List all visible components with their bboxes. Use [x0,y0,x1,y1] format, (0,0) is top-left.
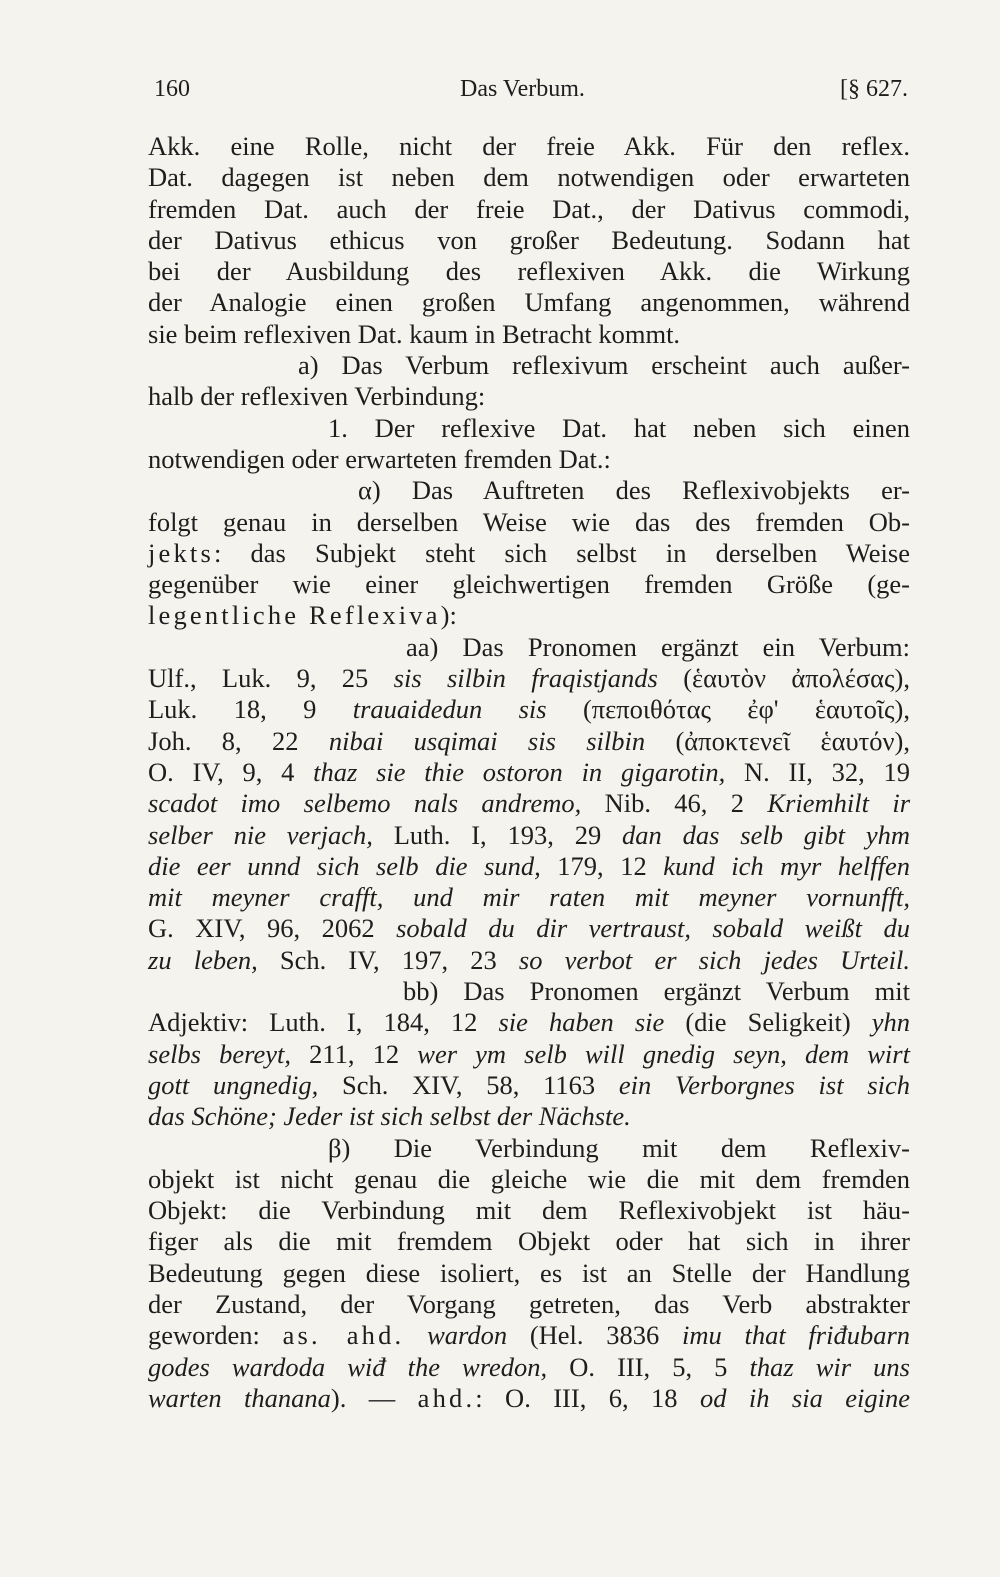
running-title: Das Verbum. [460,76,585,102]
citation-line: scadot imo selbemo nals andremo, Nib. 46, 2 Kriemhilt ir [148,788,911,819]
citation-line: godes wardoda wiđ the wredon, O. III, 5, 5 thaz wir uns [148,1351,910,1382]
subsection-heading: 1. Der reflexive Dat. hat neben sich einen [328,412,910,443]
text-line: gegenüber wie einer gleichwertigen fremden Größe (ge- [148,569,910,600]
text-line: Dat. dagegen ist neben dem notwendigen oder erwarteten [148,162,910,193]
text-line: der Analogie einen großen Umfang angenommen, während [148,287,910,318]
text-line: Akk. eine Rolle, nicht der freie Akk. Für den reflex. [148,131,910,161]
text-line: figer als die mit fremdem Objekt oder hat sich in ihrer [148,1226,910,1257]
citation-line: G. XIV, 96, 2062 sobald du dir vertraust, sobald weißt du [148,913,910,944]
text-line: sie beim reflexiven Dat. kaum in Betracht kommt. [148,318,681,349]
running-header [150,76,908,106]
citation-line: geworden: as. ahd. wardon (Hel. 3836 imu that friđubarn [148,1320,911,1351]
subsection-heading: bb) Das Pronomen ergänzt Verbum mit [403,976,910,1007]
text-line: Objekt: die Verbindung mit dem Reflexivobjekt ist häu- [148,1195,910,1226]
citation-line: zu leben, Sch. IV, 197, 23 so verbot er sich jedes Urteil. [148,944,911,975]
citation-line: O. IV, 9, 4 thaz sie thie ostoron in gigarotin, N. II, 32, 19 [148,756,910,787]
citation-line: das Schöne; Jeder ist sich selbst der Nächste. [148,1101,631,1132]
text-line: fremden Dat. auch der freie Dat., der Dativus commodi, [148,193,910,224]
citation-line: die eer unnd sich selb die sund, 179, 12 kund ich myr helffen [148,850,910,881]
citation-line: selbs bereyt, 211, 12 wer ym selb will gnedig seyn, dem wirt [148,1038,910,1069]
citation-line: mit meyner crafft, und mir raten mit meyner vornunfft, [148,882,910,913]
subsection-heading: β) Die Verbindung mit dem Reflexiv- [328,1132,910,1163]
subsection-heading: α) Das Auftreten des Reflexivobjekts er- [358,475,910,506]
page-number: 160 [154,76,190,102]
text-line: bei der Ausbildung des reflexiven Akk. die Wirkung [148,256,910,287]
text-line: halb der reflexiven Verbindung: [148,381,486,412]
section-marker: [§ 627. [840,76,908,102]
text-line: notwendigen oder erwarteten fremden Dat.: [148,443,611,474]
citation-line: selber nie verjach, Luth. I, 193, 29 dan das selb gibt yhm [148,819,910,850]
subsection-heading: a) Das Verbum reflexivum erscheint auch außer- [298,350,910,381]
text-line: Bedeutung gegen diese isoliert, es ist an Stelle der Handlung [148,1257,910,1288]
text-line: der Dativus ethicus von großer Bedeutung. Sodann hat [148,224,910,255]
citation-line: warten thanana). — ahd.: O. III, 6, 18 od ih sia eigine [148,1382,910,1413]
subsection-heading: aa) Das Pronomen ergänzt ein Verbum: [406,631,910,662]
body-text [148,131,910,1414]
text-line: legentliche Reflexiva): [148,600,457,631]
text-line: jekts: das Subjekt steht sich selbst in derselben Weise [148,537,910,568]
text-line: folgt genau in derselben Weise wie das des fremden Ob- [148,506,910,537]
citation-line: Joh. 8, 22 nibai usqimai sis silbin (ἀποκτενεῖ ἑαυτόν), [148,725,910,756]
citation-line: gott ungnedig, Sch. XIV, 58, 1163 ein Verborgnes ist sich [148,1069,911,1100]
citation-line: Adjektiv: Luth. I, 184, 12 sie haben sie (die Seligkeit) yhn [148,1007,910,1038]
text-line: objekt ist nicht genau die gleiche wie die mit dem fremden [148,1163,910,1194]
text-line: der Zustand, der Vorgang getreten, das Verb abstrakter [148,1288,910,1319]
citation-line: Ulf., Luk. 9, 25 sis silbin fraqistjands (ἑαυτὸν ἀπολέσας), [148,663,910,694]
citation-line: Luk. 18, 9 trauaidedun sis (πεποιθότας ἐφ' ἑαυτοῖς), [148,694,910,725]
